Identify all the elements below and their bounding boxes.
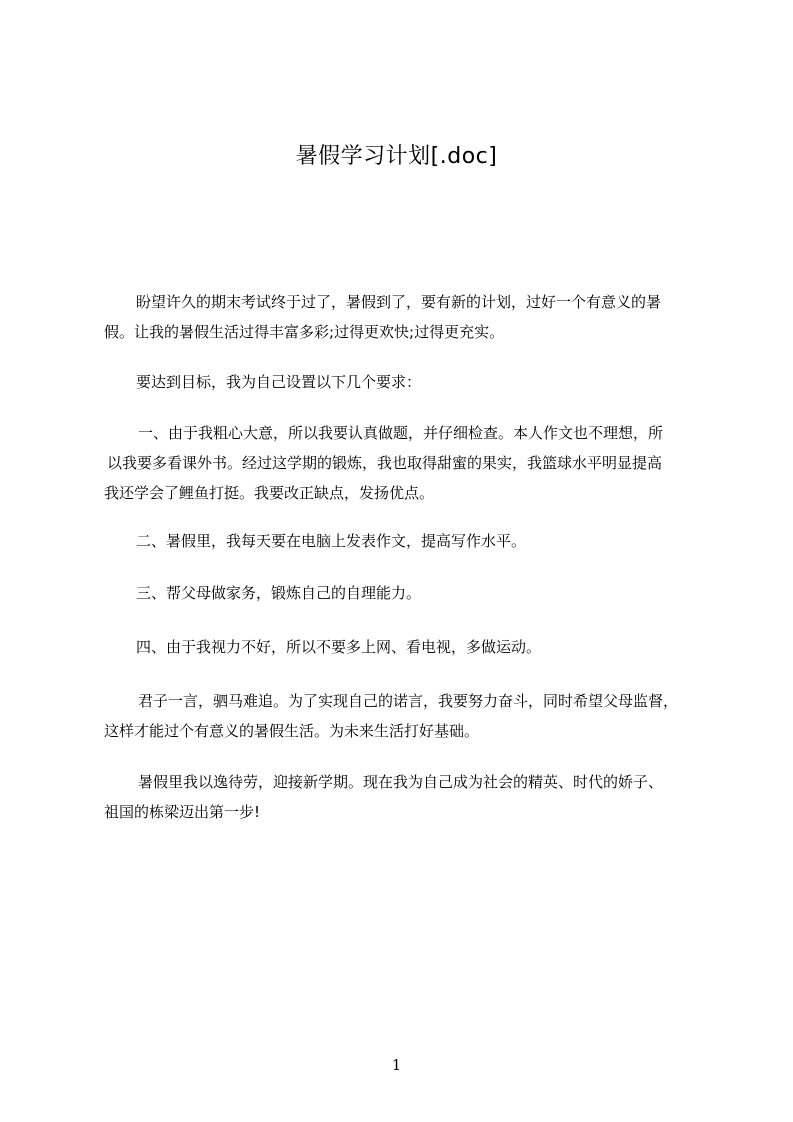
paragraph-line: 暑假里我以逸待劳，迎接新学期。现在我为自己成为社会的精英、时代的娇子、: [138, 773, 664, 791]
paragraph-promise: [104, 686, 696, 746]
paragraph-line: 以我要多看课外书。经过这学期的锻炼，我也取得甜蜜的果实，我篮球水平明显提高: [107, 454, 663, 472]
paragraph-item-2: [104, 526, 696, 556]
paragraph-item-3: [104, 578, 696, 608]
paragraph-line: 我还学会了鲤鱼打挺。我要改正缺点，发扬优点。: [104, 484, 435, 502]
paragraph-item-1: [104, 418, 696, 508]
paragraph-line: 这样才能过个有意义的暑假生活。为未来生活打好基础。: [104, 722, 480, 740]
paragraph-line: 君子一言，驷马难追。为了实现自己的诺言，我要努力奋斗，同时希望父母监督，: [138, 692, 679, 710]
paragraph-line: 一、由于我粗心大意，所以我要认真做题，并仔细检查。本人作文也不理想，所: [138, 424, 664, 442]
paragraph-closing: [104, 767, 696, 827]
paragraph-line: 三、帮父母做家务，锻炼自己的自理能力。: [136, 584, 422, 602]
paragraph-intro: [104, 287, 696, 347]
paragraph-line: 四、由于我视力不好，所以不要多上网、看电视，多做运动。: [136, 638, 542, 656]
paragraph-line: 二、暑假里，我每天要在电脑上发表作文，提高写作水平。: [136, 532, 527, 550]
paragraph-line: 盼望许久的期末考试终于过了，暑假到了，要有新的计划，过好一个有意义的暑: [136, 293, 662, 311]
paragraph-line: 祖国的栋梁迈出第一步!: [104, 803, 261, 821]
paragraph-item-4: [104, 632, 696, 662]
document-title: 暑假学习计划[.doc]: [295, 144, 498, 169]
paragraph-line: 假。让我的暑假生活过得丰富多彩;过得更欢快;过得更充实。: [104, 323, 505, 341]
page-number: 1: [391, 1056, 402, 1074]
paragraph-line: 要达到目标，我为自己设置以下几个要求：: [136, 373, 422, 391]
paragraph-goals: [104, 367, 696, 397]
